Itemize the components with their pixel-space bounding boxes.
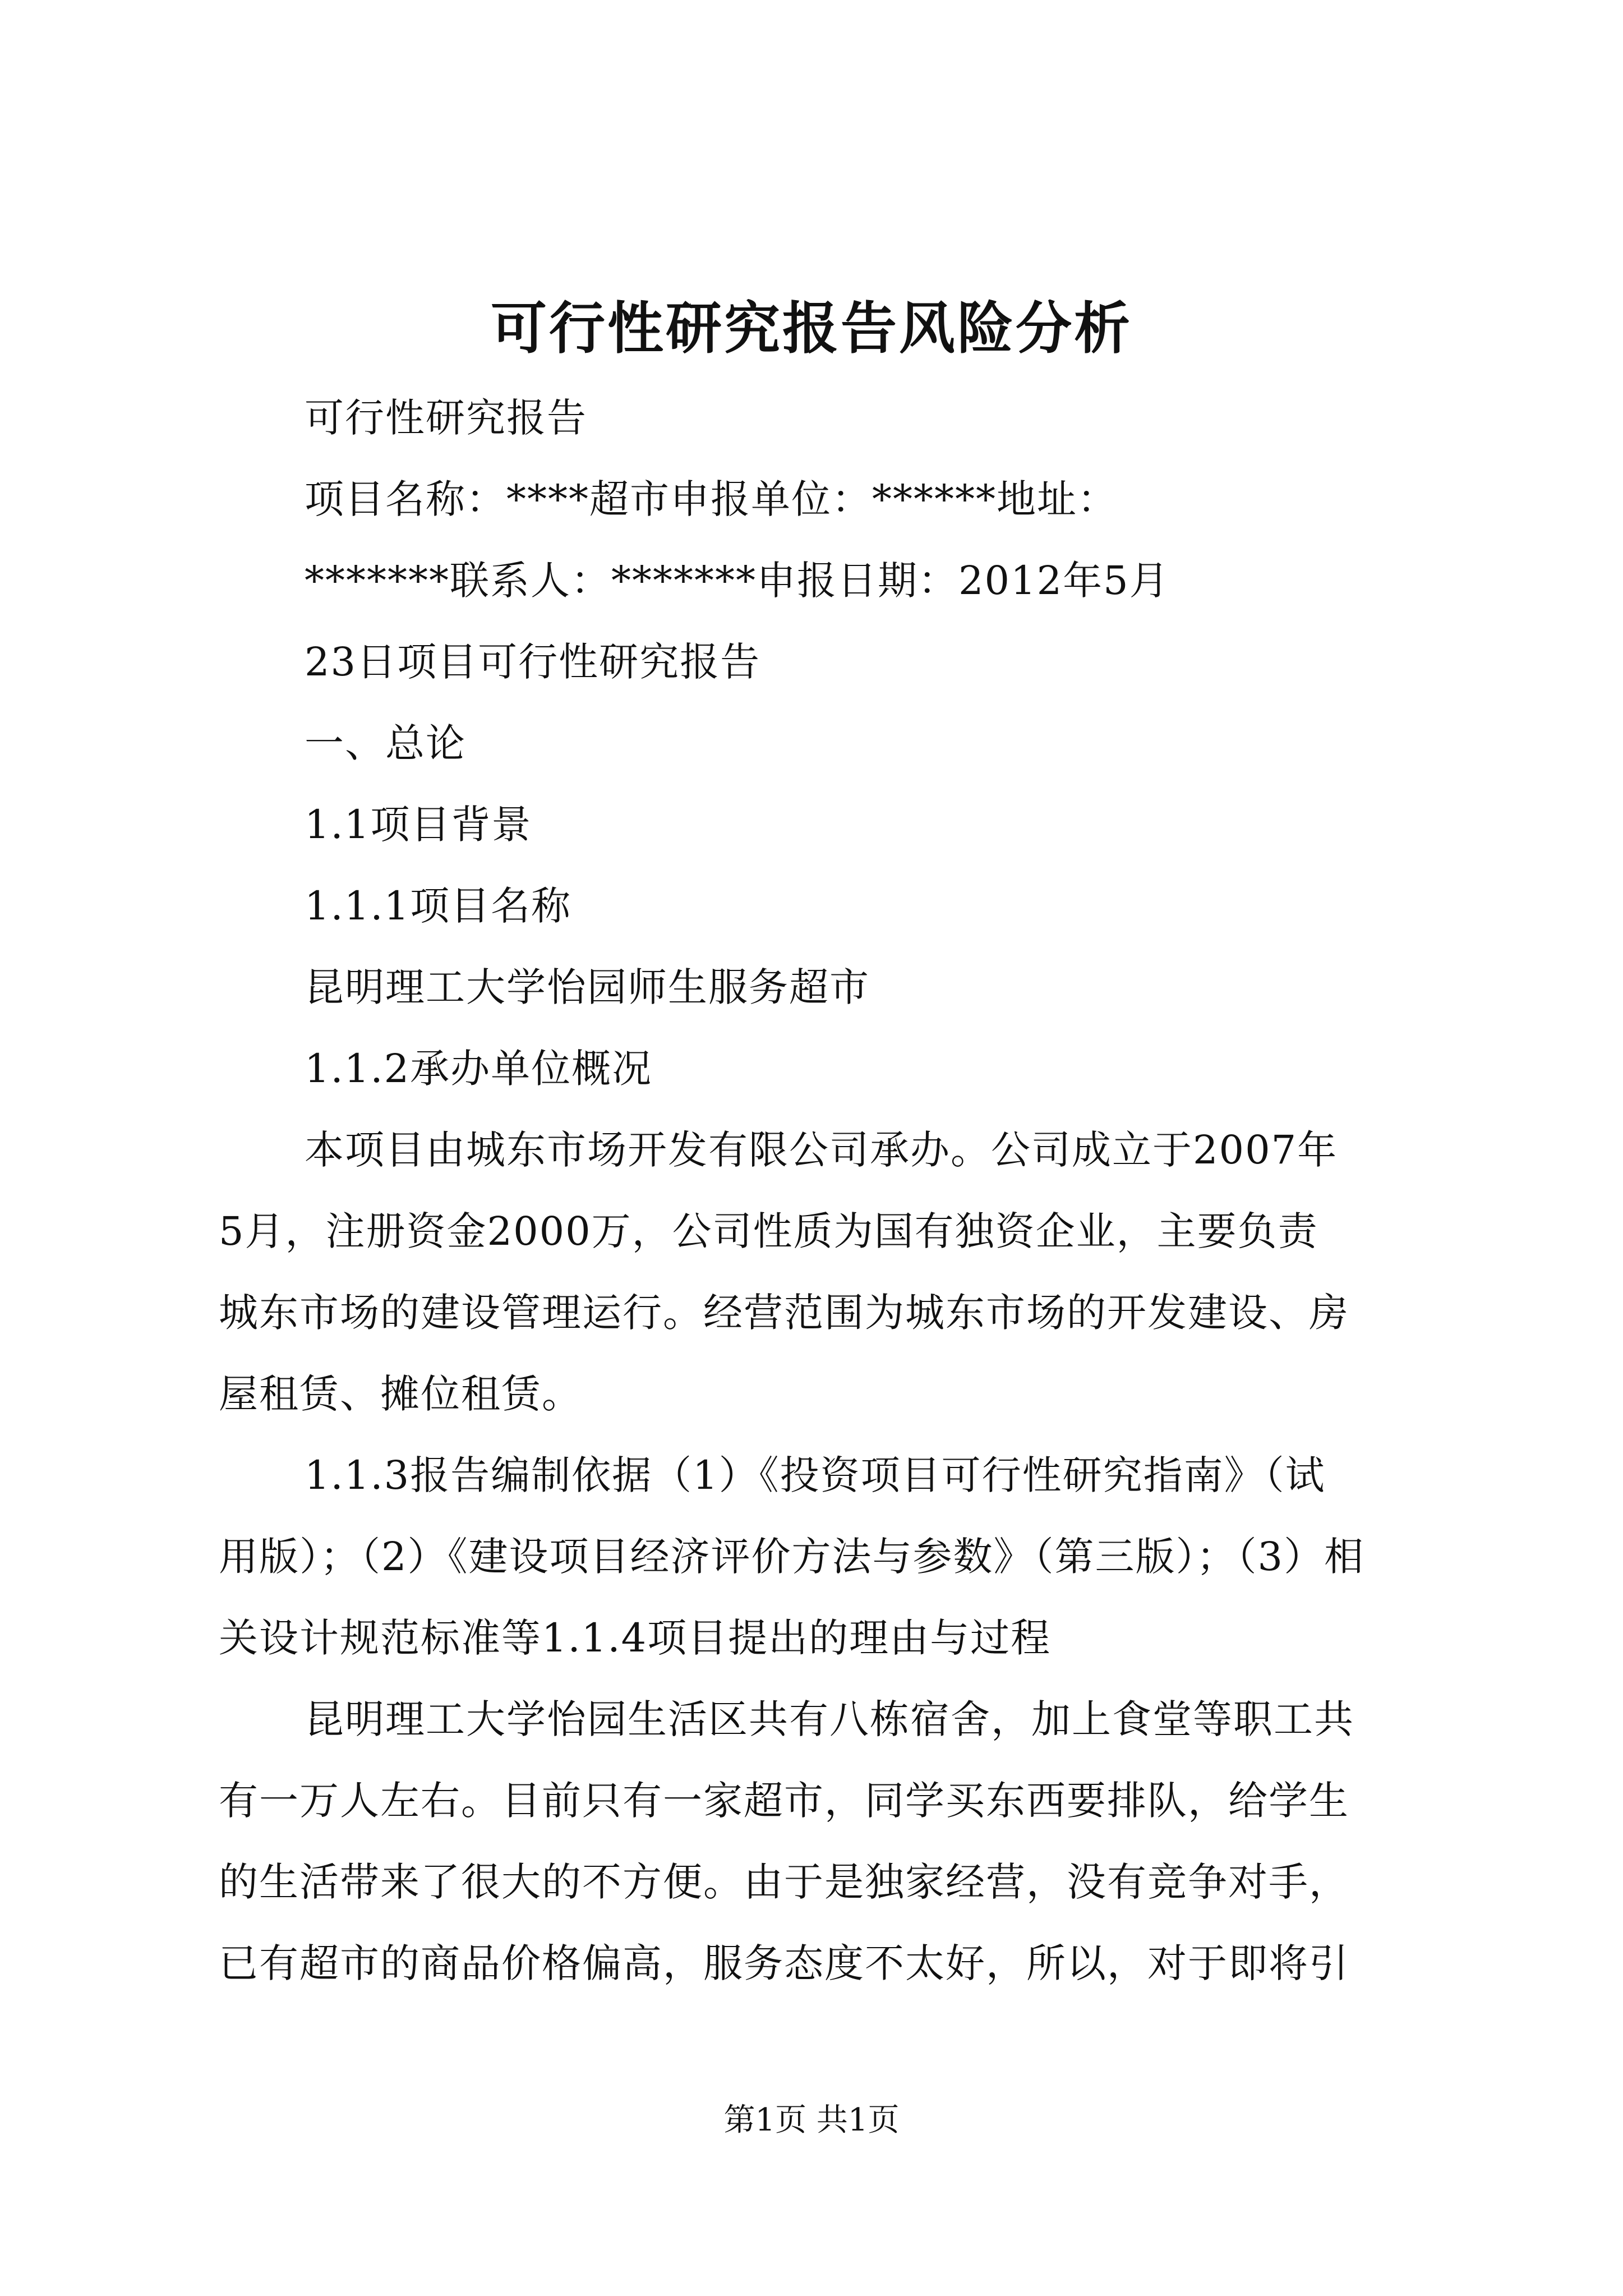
paragraph-line: 用版）；（2）《建设项目经济评价方法与参数》（第三版）；（3）相	[219, 1534, 1365, 1580]
paragraph-line: 项目名称：****超市申报单位：******地址：	[305, 476, 1118, 522]
document-title: 可行性研究报告风险分析	[491, 295, 1132, 361]
paragraph-line: 已有超市的商品价格偏高，服务态度不太好，所以，对于即将引	[219, 1940, 1349, 1986]
section-heading: 一、总论	[305, 720, 466, 766]
paragraph-line: 5月，注册资金2000万，公司性质为国有独资企业，主要负责	[219, 1208, 1318, 1254]
paragraph-line: 昆明理工大学怡园生活区共有八栋宿舍，加上食堂等职工共	[305, 1696, 1354, 1742]
paragraph-line: 的生活带来了很大的不方便。由于是独家经营，没有竞争对手，	[219, 1859, 1349, 1905]
section-heading: 1.1.1项目名称	[305, 883, 572, 929]
paragraph-line: 本项目由城东市场开发有限公司承办。公司成立于2007年	[305, 1127, 1338, 1173]
paragraph-line: 城东市场的建设管理运行。经营范围为城东市场的开发建设、房	[219, 1290, 1349, 1336]
paragraph-line: 有一万人左右。目前只有一家超市，同学买东西要排队，给学生	[219, 1778, 1349, 1824]
section-heading: 1.1项目背景	[305, 802, 532, 848]
paragraph-line: *******联系人：*******申报日期：2012年5月	[305, 558, 1170, 604]
paragraph-line: 23日项目可行性研究报告	[305, 639, 761, 685]
section-heading: 1.1.2承办单位概况	[305, 1046, 653, 1092]
paragraph-line: 屋租赁、摊位租赁。	[219, 1371, 582, 1417]
paragraph-line: 1.1.3报告编制依据（1）《投资项目可行性研究指南》（试	[305, 1452, 1326, 1498]
paragraph-line: 昆明理工大学怡园师生服务超市	[305, 964, 870, 1010]
paragraph-line: 关设计规范标准等1.1.4项目提出的理由与过程	[219, 1615, 1052, 1661]
paragraph-line: 可行性研究报告	[305, 395, 587, 441]
page-footer: 第1页 共1页	[723, 2102, 900, 2138]
